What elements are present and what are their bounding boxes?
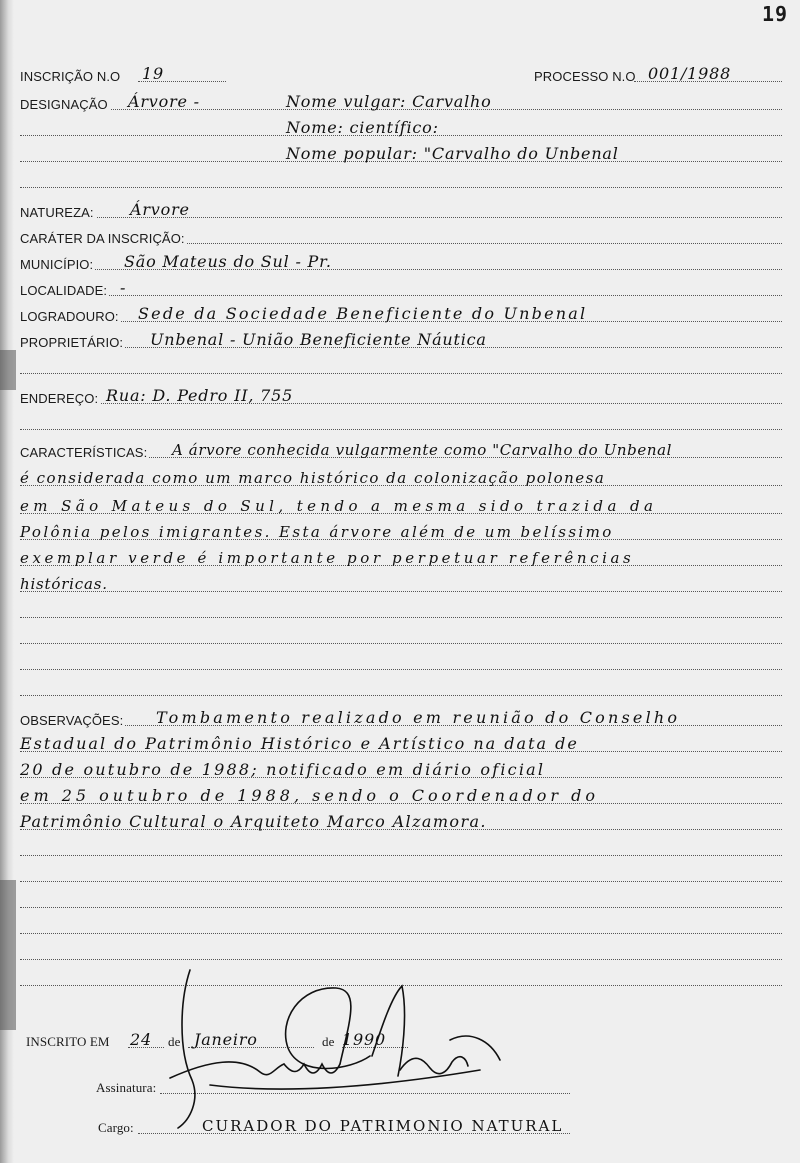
page-number: 19 [762,2,789,26]
caracteristicas-row-6 [20,570,782,596]
inscrito-year: 1990 [342,1030,386,1049]
cargo-value: CURADOR DO PATRIMONIO NATURAL [202,1117,564,1135]
localidade-row [20,274,782,300]
blank-row [20,166,782,192]
observacoes-row-2 [20,730,782,756]
caracteristicas-row-5 [20,544,782,570]
localidade-value: - [120,278,127,297]
observacoes-row-5 [20,808,782,834]
logradouro-label: LOGRADOURO: [20,309,119,324]
cargo-label: Cargo: [98,1120,134,1135]
carater-row [20,222,782,248]
dotted-line [20,643,782,644]
carater-label: CARÁTER DA INSCRIÇÃO: [20,231,185,246]
inscricao-value: 19 [142,64,164,83]
dotted-line [20,695,782,696]
processo-value: 001/1988 [648,64,732,83]
caracteristicas-row-2 [20,464,782,490]
dotted-line [20,933,782,934]
blank-row [20,408,782,434]
caracteristicas-line-3: em São Mateus do Sul, tendo a mesma sido trazida da [20,497,658,515]
natureza-value: Árvore [130,200,190,219]
caracteristicas-line-5: exemplar verde é importante por perpetuar referências [20,549,635,567]
processo-label: PROCESSO N.O [534,69,636,84]
proprietario-value: Unbenal - União Beneficiente Náutica [150,330,487,349]
designacao-row-3 [20,140,782,166]
dotted-line [20,429,782,430]
logradouro-row [20,300,782,326]
observacoes-line-1: Tombamento realizado em reunião do Conselho [156,708,681,727]
designacao-line-1: Nome vulgar: Carvalho [286,92,492,111]
dotted-line [20,669,782,670]
blank-row [20,352,782,378]
designacao-line-2: Nome: científico: [286,118,439,137]
proprietario-row [20,326,782,352]
caracteristicas-row-3 [20,492,782,518]
assinatura-label: Assinatura: [96,1080,157,1095]
blank-row [20,860,782,886]
inscricao-label: INSCRIÇÃO N.O [20,69,121,84]
municipio-row [20,248,782,274]
municipio-value: São Mateus do Sul - Pr. [124,252,332,271]
caracteristicas-label: CARACTERÍSTICAS: [20,445,148,460]
inscrito-de-2: de [322,1034,335,1049]
blank-row [20,886,782,912]
inscrito-day: 24 [130,1030,152,1049]
designacao-row-2 [20,114,782,140]
header-row [20,60,782,86]
blank-row [20,622,782,648]
dotted-line [20,617,782,618]
caracteristicas-line-1: A árvore conhecida vulgarmente como "Carvalho do Unbenal [172,441,673,459]
designacao-value: Árvore - [128,92,200,111]
natureza-label: NATUREZA: [20,205,94,220]
designacao-label: DESIGNAÇÃO [20,97,108,112]
designacao-row [20,88,782,114]
observacoes-line-3: 20 de outubro de 1988; notificado em diário oficial [20,760,546,779]
observacoes-line-5: Patrimônio Cultural o Arquiteto Marco Alzamora. [20,812,487,831]
dotted-line [20,373,782,374]
dotted-line [20,881,782,882]
caracteristicas-row [20,436,782,462]
caracteristicas-line-2: é considerada como um marco histórico da colonização polonesa [20,469,606,487]
scan-edge-mark [0,880,16,1030]
logradouro-value: Sede da Sociedade Beneficiente do Unbenal [138,304,588,323]
blank-row [20,674,782,700]
scan-edge-mark [0,350,16,390]
inscrito-month: Janeiro [194,1030,258,1049]
caracteristicas-line-4: Polônia pelos imigrantes. Esta árvore além de um belíssimo [20,523,614,541]
blank-row [20,648,782,674]
observacoes-label: OBSERVAÇÕES: [20,713,124,728]
observacoes-row-3 [20,756,782,782]
dotted-line [20,907,782,908]
blank-row [20,912,782,938]
observacoes-row [20,704,782,730]
blank-row [20,596,782,622]
blank-row [20,834,782,860]
dotted-line [20,591,782,592]
observacoes-row-4 [20,782,782,808]
designacao-line-3: Nome popular: "Carvalho do Unbenal [286,144,619,163]
localidade-label: LOCALIDADE: [20,283,108,298]
dotted-line [20,187,782,188]
proprietario-label: PROPRIETÁRIO: [20,335,124,350]
endereco-value: Rua: D. Pedro II, 755 [106,386,294,405]
municipio-label: MUNICÍPIO: [20,257,94,272]
dotted-line [20,295,782,296]
observacoes-line-2: Estadual do Patrimônio Histórico e Artístico na data de [20,734,579,753]
endereco-row [20,382,782,408]
endereco-label: ENDEREÇO: [20,391,99,406]
inscrito-label: INSCRITO EM [26,1034,110,1049]
inscrito-de-1: de [168,1034,181,1049]
handwritten-signature [150,960,530,1130]
caracteristicas-line-6: históricas. [20,575,108,593]
caracteristicas-row-4 [20,518,782,544]
natureza-row [20,196,782,222]
dotted-line [20,855,782,856]
observacoes-line-4: em 25 outubro de 1988, sendo o Coordenador do [20,786,599,805]
